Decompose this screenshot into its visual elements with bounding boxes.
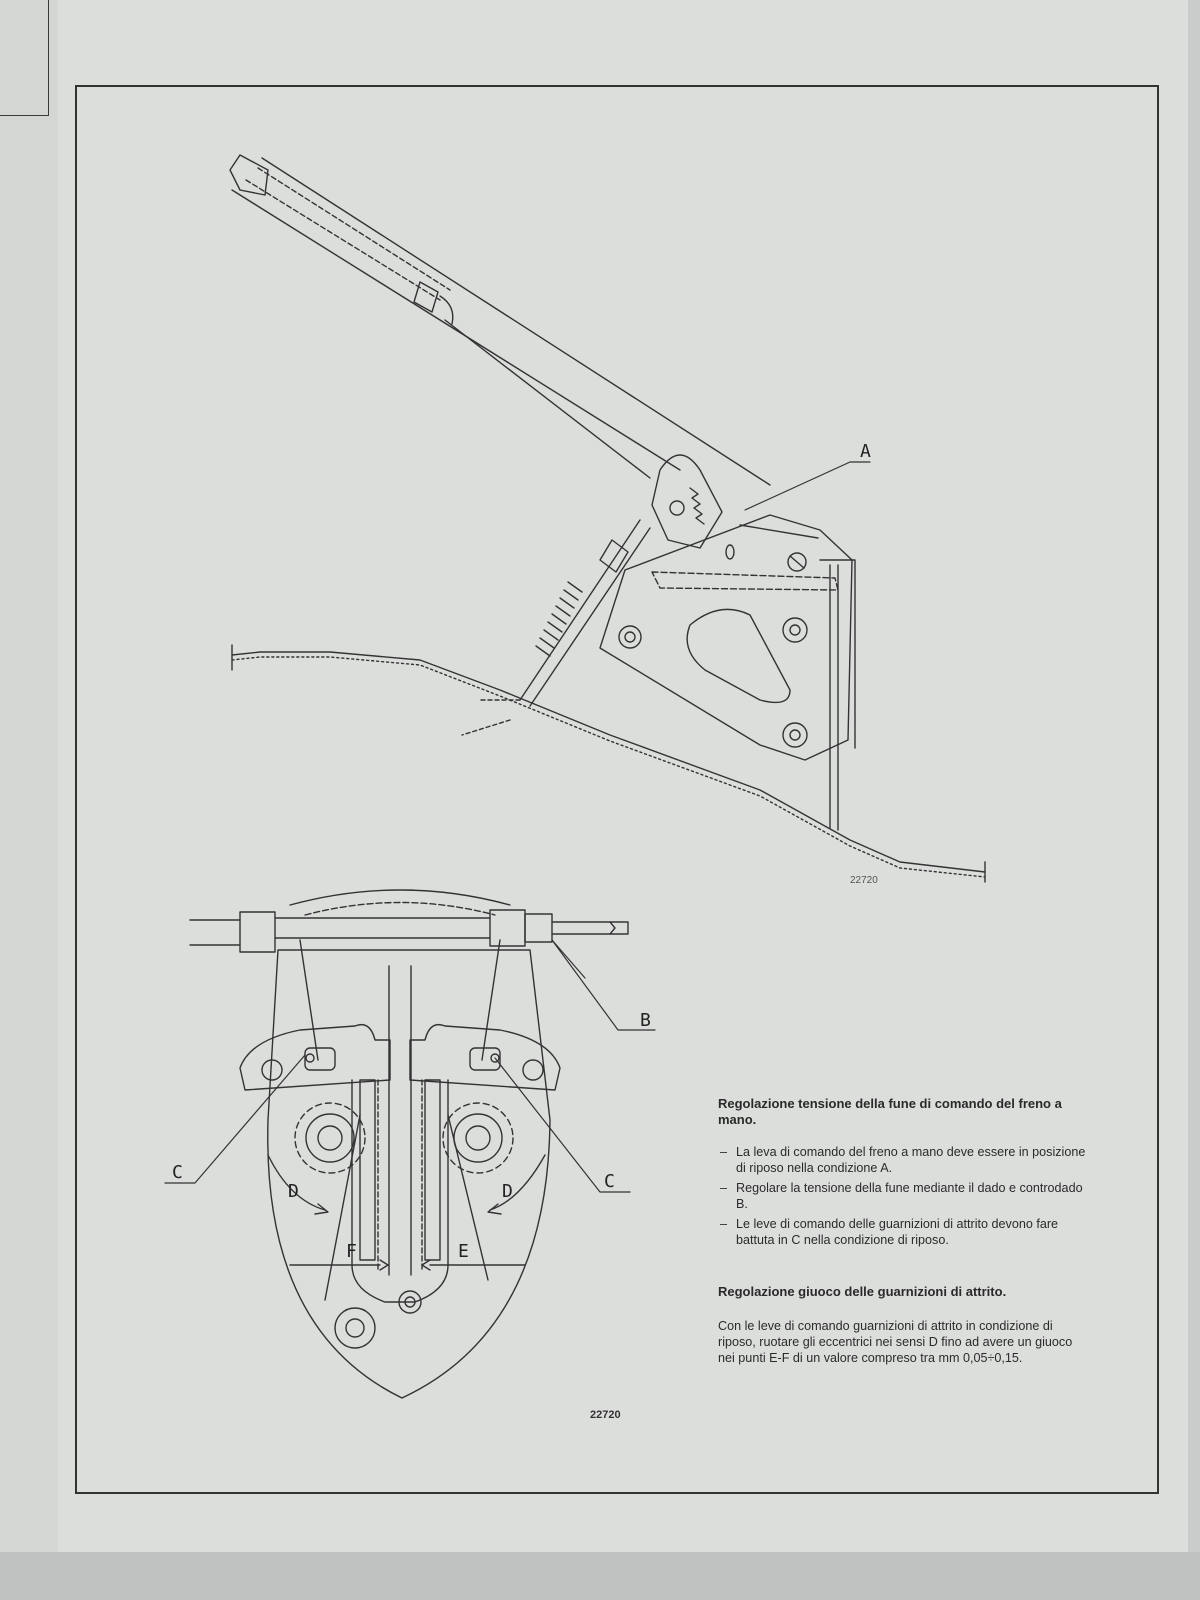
section2-title: Regolazione giuoco delle guarnizioni di attrito. <box>718 1284 1007 1299</box>
handbrake-lever-drawing <box>230 155 985 886</box>
section1-title: Regolazione tensione della fune di comando del freno a mano. <box>718 1096 1062 1127</box>
list-item: – La leva di comando del freno a mano deve essere in posizione di riposo nella condizione A. <box>718 1144 1088 1176</box>
label-f: F <box>346 1241 357 1262</box>
section1-list <box>718 1144 1088 1248</box>
label-c-left: C <box>172 1162 183 1183</box>
list-item: – Le leve di comando delle guarnizioni di attrito devono fare battuta in C nella condizione di riposo. <box>718 1216 1088 1248</box>
figure-bottom-ref-number: 22720 <box>590 1409 621 1421</box>
list-item: – Regolare la tensione della fune mediante il dado e controdado B. <box>718 1180 1088 1212</box>
label-b: B <box>640 1010 651 1031</box>
label-d-right: D <box>502 1181 513 1202</box>
instructions-text <box>718 1096 1088 1366</box>
label-a: A <box>860 441 871 462</box>
label-d-left: D <box>288 1181 299 1202</box>
brake-mechanism-drawing <box>165 890 655 1398</box>
section2-body: Con le leve di comando guarnizioni di attrito in condizione di riposo, ruotare gli eccentrici nei sensi D fino ad avere un giuoco nei punti E-F di un valore compreso tra mm 0,05÷0,15. <box>718 1319 1073 1365</box>
label-e: E <box>458 1241 469 1262</box>
label-c-right: C <box>604 1171 615 1192</box>
figure-top-ref-number: 22720 <box>850 875 878 886</box>
